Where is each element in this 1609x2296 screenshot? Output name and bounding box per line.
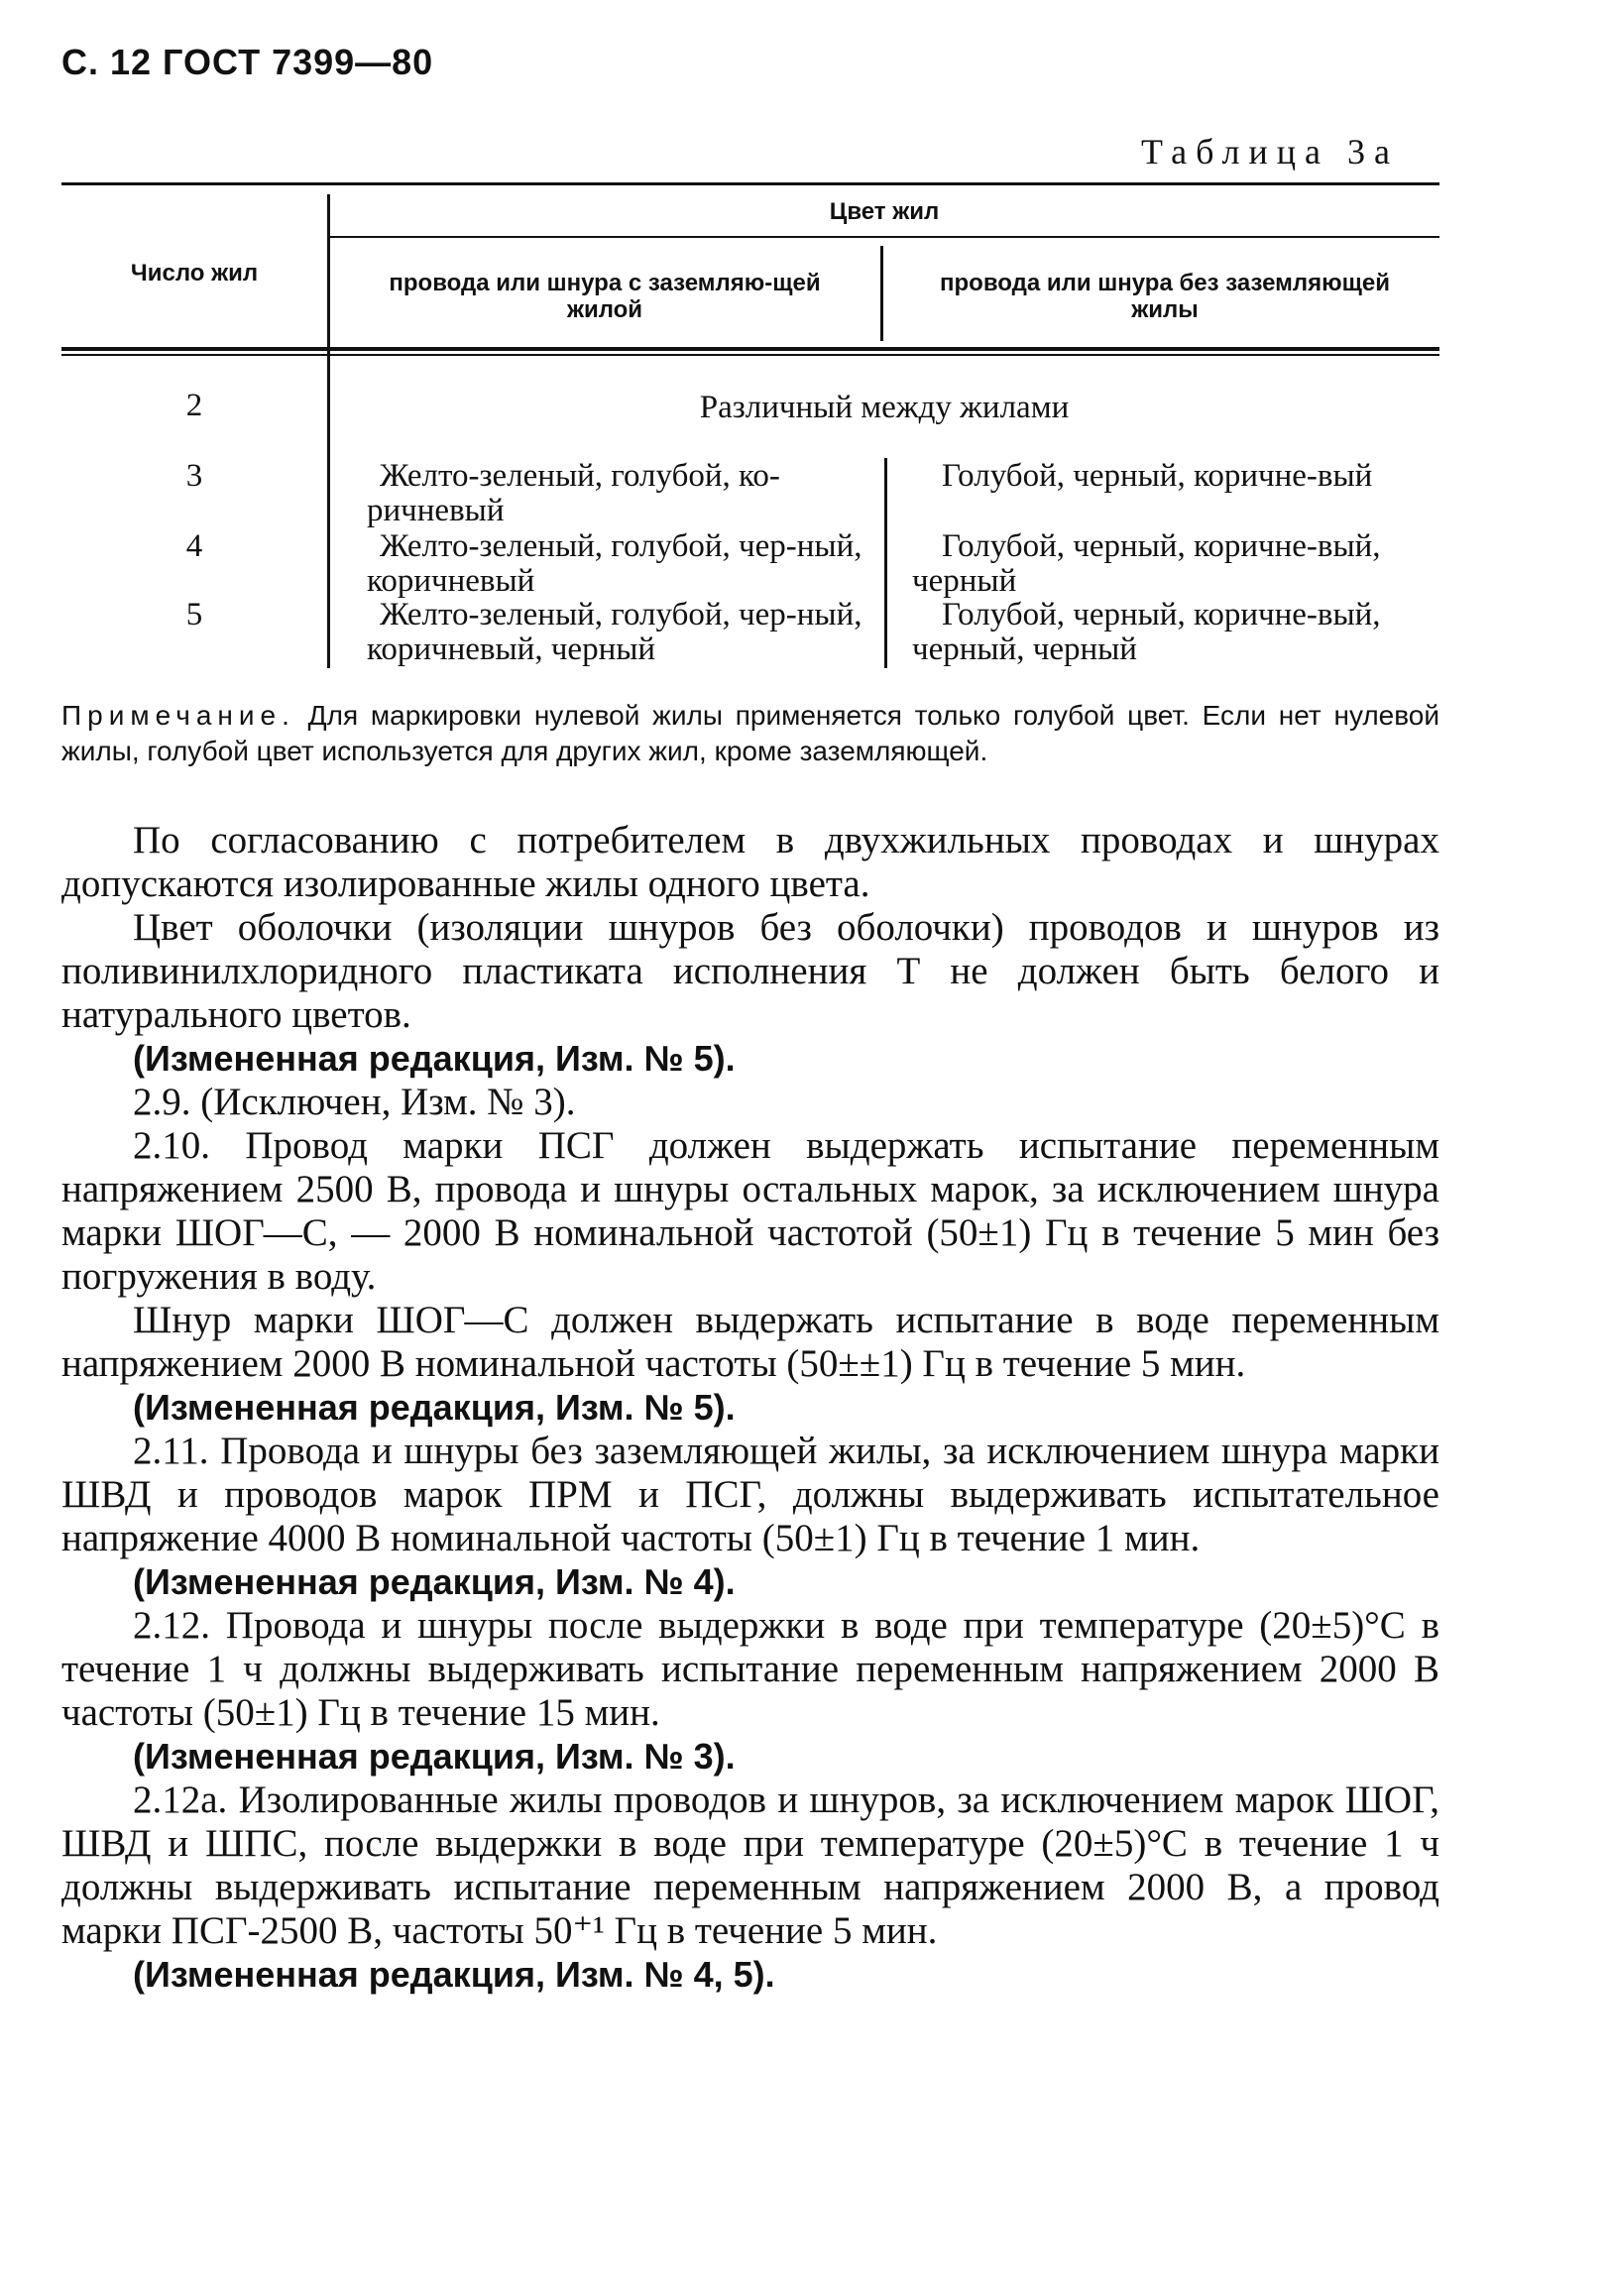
table-header-bottom-rule	[61, 347, 1439, 351]
paragraph: 2.11. Провода и шнуры без заземляющей жилы, за исключением шнура марки ШВД и проводов марок ПРМ и ПСГ, должны выдерживать испытательное напряжение 4000 В номинальной частоты (50±1) Гц в течение 1 мин.	[61, 1430, 1439, 1559]
row-3-without-ground: Голубой, черный, коричне-вый	[942, 458, 1373, 494]
amendment-note: (Измененная редакция, Изм. № 4, 5).	[133, 1954, 775, 1995]
amendment-note: (Измененная редакция, Изм. № 3).	[133, 1736, 736, 1777]
table-vertical-rule-1	[327, 194, 330, 668]
note-text: Для маркировки нулевой жилы применяется только голубой цвет. Если нет нулевой жилы, голубой цвет используется для других жил, кроме заземляющей.	[61, 700, 1440, 766]
paragraph: 2.12. Провода и шнуры после выдержки в воде при температуре (20±5)°С в течение 1 ч должны выдерживать испытание переменным напряжением 2000 В частоты (50±1) Гц в течение 15 мин.	[61, 1604, 1439, 1734]
table-top-rule	[61, 182, 1439, 185]
row-5-with-ground: Желто-зеленый, голубой, чер-ный, коричневый, черный	[367, 597, 862, 667]
note-label: Примечание.	[61, 700, 295, 731]
header-with-ground: провода или шнура с заземляю-щей жилой	[389, 270, 821, 323]
row-count-2: 2	[185, 388, 203, 423]
body-text	[61, 819, 1439, 1997]
paragraph: 2.12а. Изолированные жилы проводов и шнуров, за исключением марок ШОГ, ШВД и ШПС, после выдержки в воде при температуре (20±5)°С в течение 1 ч должны выдерживать испытание переменным напряжением 2000 В, а провод марки ПСГ-2500 В, частоты 50⁺¹ Гц в течение 5 мин.	[61, 1779, 1439, 1952]
paragraph: 2.10. Провод марки ПСГ должен выдержать испытание переменным напряжением 2500 В, провода и шнуры остальных марок, за исключением шнура марки ШОГ—С, — 2000 В номинальной частотой (50±1) Гц в течение 5 мин без погружения в воду.	[61, 1124, 1439, 1298]
paragraph: Шнур марки ШОГ—С должен выдержать испытание в воде переменным напряжением 2000 В номинальной частоты (50±±1) Гц в течение 5 мин.	[61, 1299, 1439, 1385]
amendment-note: (Измененная редакция, Изм. № 5).	[133, 1038, 736, 1079]
table-vertical-rule-2-head	[880, 246, 883, 341]
row-count-3: 3	[185, 458, 203, 494]
row-3-with-ground: Желто-зеленый, голубой, ко-ричневый	[367, 458, 780, 528]
table-header-inner-rule	[329, 236, 1439, 238]
row-count-4: 4	[185, 528, 203, 564]
table-caption: Таблица 3а	[1141, 132, 1399, 172]
paragraph: По согласованию с потребителем в двухжильных проводах и шнурах допускаются изолированные жилы одного цвета.	[61, 819, 1439, 905]
row-4-with-ground: Желто-зеленый, голубой, чер-ный, коричневый	[367, 528, 862, 599]
row-4-without-ground: Голубой, черный, коричне-вый, черный	[912, 528, 1381, 599]
table-vertical-rule-2-body	[884, 458, 887, 668]
paragraph: 2.9. (Исключен, Изм. № 3).	[133, 1081, 576, 1123]
amendment-note: (Измененная редакция, Изм. № 4).	[133, 1561, 736, 1602]
amendment-note: (Измененная редакция, Изм. № 5).	[133, 1387, 736, 1428]
page-header: С. 12 ГОСТ 7399—80	[61, 42, 434, 82]
header-core-color: Цвет жил	[829, 198, 940, 225]
header-without-ground: провода или шнура без заземляющей жилы	[940, 270, 1390, 323]
row-5-without-ground: Голубой, черный, коричне-вый, черный, черный	[912, 597, 1381, 667]
table-header-bottom-rule-2	[61, 354, 1439, 356]
row-count-5: 5	[185, 597, 203, 632]
row-merged-color: Различный между жилами	[699, 390, 1070, 425]
header-number-of-cores: Число жил	[130, 260, 259, 287]
paragraph: Цвет оболочки (изоляции шнуров без оболочки) проводов и шнуров из поливинилхлоридного пластиката исполнения Т не должен быть белого и натурального цветов.	[61, 906, 1439, 1036]
table-note	[61, 698, 1439, 769]
